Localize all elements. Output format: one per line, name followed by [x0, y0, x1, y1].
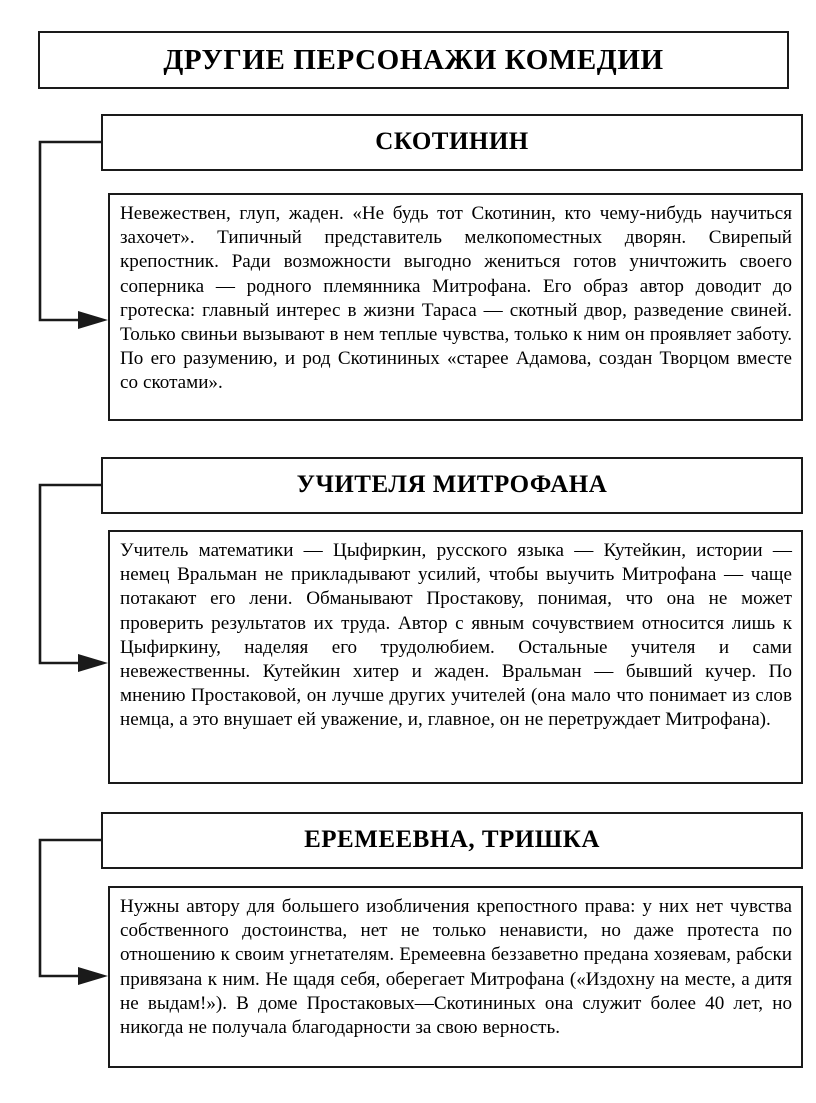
section-body-text: Невежествен, глуп, жаден. «Не будь тот Скотинин, кто чему-нибудь научиться захочет». Типичный представитель мелкопоместных дворян. Свирепый крепостник. Ради возможности выгодно жениться готов уничтожить своего соперника — родного племянника Митрофана. Его образ автор доводит до гротеска: главный интерес в жизни Тараса — скотный двор, разведение свиней. Только свиньи вызывают в нем теплые чувства, только к ним он проявляет заботу. По его разумению, и род Скотининых «старее Адамова, создан Творцом вместе со скотами».	[120, 203, 792, 394]
section-body-eremeevna	[108, 886, 803, 1068]
section-body-skotinin	[108, 193, 803, 421]
section-header-label: ЕРЕМЕЕВНА, ТРИШКА	[304, 826, 600, 854]
section-header-uchitelya	[101, 457, 803, 514]
section-header-skotinin	[101, 114, 803, 171]
document-title-box	[38, 31, 789, 89]
section-body-uchitelya	[108, 530, 803, 784]
section-header-label: УЧИТЕЛЯ МИТРОФАНА	[296, 471, 608, 499]
section-body-text: Учитель математики — Цыфиркин, русского языка — Кутейкин, истории — немец Вральман не прикладывают усилий, чтобы выучить Митрофана — чаще потакают его лени. Обманывают Простакову, понимая, что она не может проверить результатов их труда. Автор с явным сочувствием относится лишь к Цыфиркину, наделяя его трудолюбием. Остальные учителя и сами невежественны. Кутейкин хитер и жаден. Вральман — бывший кучер. По мнению Простаковой, он лучше других учителей (она мало что понимает из слов немца, а это внушает ей уважение, и, главное, он не перетруждает Митрофана).	[120, 540, 792, 731]
section-header-label: СКОТИНИН	[375, 128, 529, 156]
page-title: ДРУГИЕ ПЕРСОНАЖИ КОМЕДИИ	[163, 43, 664, 76]
section-body-text: Нужны автору для большего изобличения крепостного права: у них нет чувства собственного достоинства, нет не только ненависти, но даже протеста по отношению к своим угнетателям. Еремеевна беззаветно предана хозяевам, рабски привязана к ним. Не щадя себя, оберегает Митрофана («Издохну на месте, а дитя не выдам!»). В доме Простаковых—Скотининых она служит более 40 лет, но никогда не получала благодарности за свою верность.	[120, 896, 792, 1039]
section-header-eremeevna	[101, 812, 803, 869]
